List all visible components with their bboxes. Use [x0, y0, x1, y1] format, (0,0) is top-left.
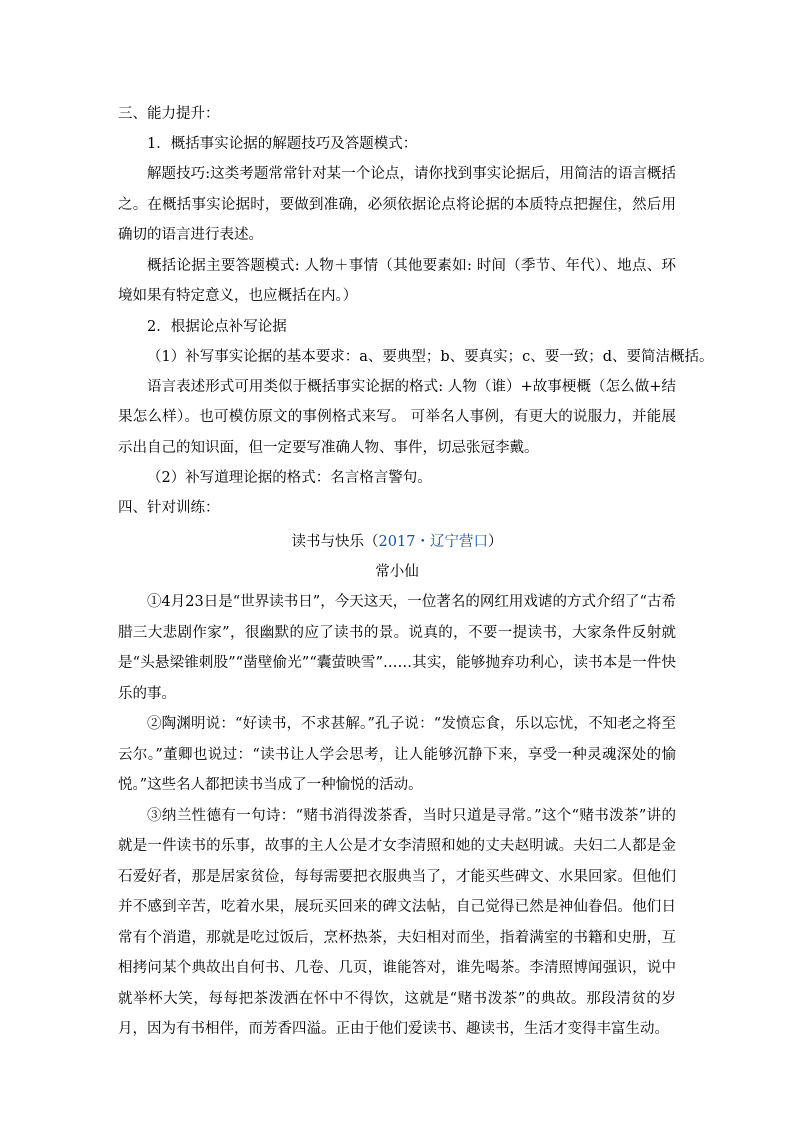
article-title-text: 读书与快乐（ [291, 534, 379, 550]
requirement-2: （2）补写道理论据的格式：名言格言警句。 [147, 470, 432, 486]
document-content [118, 99, 714, 1045]
pattern-paragraph: 概括论据主要答题模式: 人物＋事情（其他要素如: 时间（季节、年代）、地点、环境如果有特定意义，也应概括在内。） [118, 257, 676, 304]
article-author: 常小仙 [375, 564, 419, 580]
requirement-1: （1）补写事实论据的基本要求：a、要典型；b、要真实；c、要一致；d、要简洁概括。 [147, 348, 714, 365]
article-paragraph-2: ②陶渊明说：“好读书，不求甚解。”孔子说：“发愤忘食，乐以忘忧，不知老之将至云尔。”董卿也说过：“读书让人学会思考，让人能够沉静下来，享受一种灵魂深处的愉悦。”这些名人都把读书当成了一种愉悦的活动。 [118, 716, 676, 793]
article-source: 2017・辽宁营口 [378, 534, 488, 550]
section-3-heading: 三、能力提升： [118, 106, 220, 122]
section-4-heading: 四、针对训练： [118, 500, 220, 516]
article-title-close: ） [487, 534, 503, 550]
article-paragraph-3: ③纳兰性德有一句诗：“赌书消得泼茶香，当时只道是寻常。”这个“赌书泼茶”讲的就是一件读书的乐事，故事的主人公是才女李清照和她的丈夫赵明诚。夫妇二人都是金石爱好者，那是居家贫俭，每每需要把衣服典当了，才能买些碑文、水果回家。但他们并不感到辛苦，吃着水果，展玩买回来的碑文法帖，自己觉得已然是神仙眷侣。他们日常有个消遣，那就是吃过饭后，烹杯热茶，夫妇相对而坐，指着满室的书籍和史册，互相拷问某个典故出自何书、几卷、几页，谁能答对，谁先喝茶。李清照博闻强识，说中就举杯大笑，每每把茶泼洒在怀中不得饮，这就是“赌书泼茶”的典故。那段清贫的岁月，因为有书相伴，而芳香四溢。正由于他们爱读书、趣读书，生活才变得丰富生动。 [118, 807, 676, 1037]
expression-paragraph: 语言表述形式可用类似于概括事实论据的格式: 人物（谁）+故事梗概（怎么做+结果怎么样）。也可模仿原文的事例格式来写。 可举名人事例，有更大的说服力，并能展示出自己的知识面，但一定要写准确人物、事件，切忌张冠李戴。 [118, 378, 676, 456]
article-title [118, 527, 676, 557]
item-1-title: 1．概括事实论据的解题技巧及答题模式： [147, 136, 418, 152]
item-2-title: 2．根据论点补写论据 [147, 318, 287, 335]
article-paragraph-1: ①4月23日是“世界读书日”，今天这天，一位著名的网红用戏谑的方式介绍了“古希腊三大悲剧作家”，很幽默的应了读书的景。说真的，不要一提读书，大家条件反射就是“头悬梁锥刺股”“凿壁偷光”“囊萤映雪”……其实，能够抛弃功利心，读书本是一件快乐的事。 [118, 594, 676, 702]
tip-paragraph: 解题技巧:这类考题常常针对某一个论点，请你找到事实论据后，用简洁的语言概括之。在概括事实论据时，要做到准确，必须依据论点将论据的本质特点把握住，然后用确切的语言进行表述。 [118, 166, 676, 243]
